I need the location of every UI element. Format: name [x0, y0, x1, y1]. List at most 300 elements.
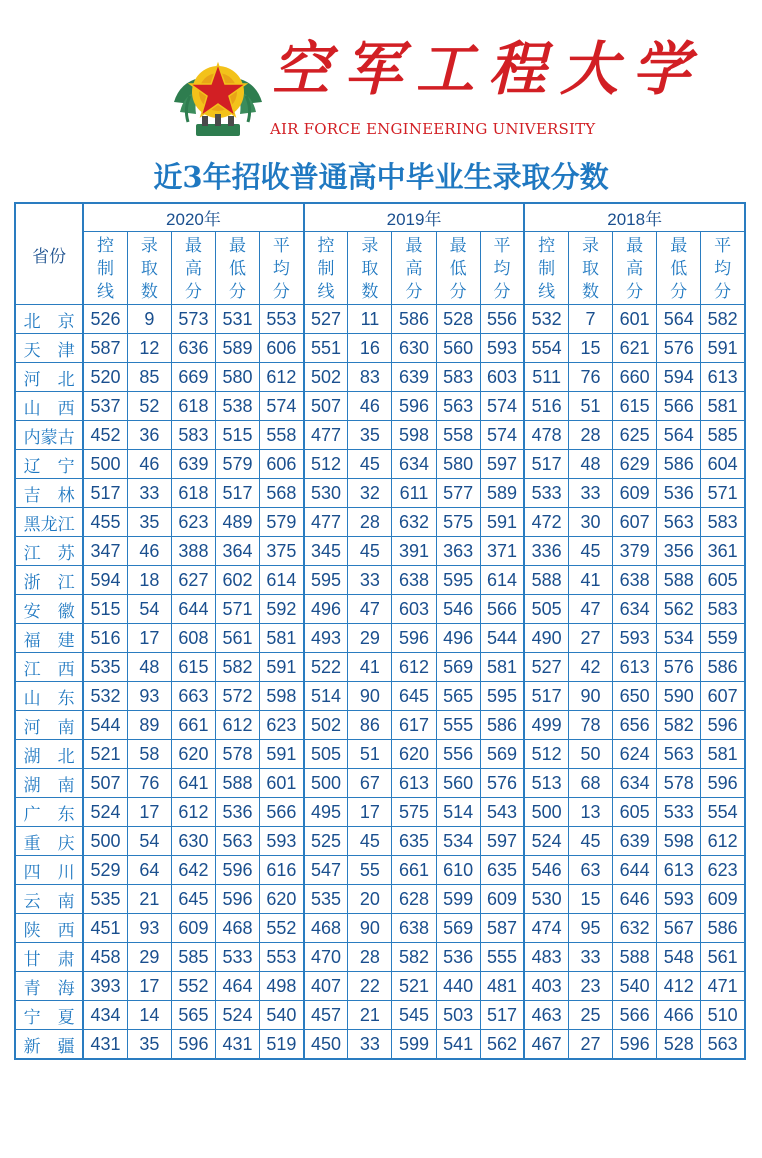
value-cell: 563 — [436, 392, 480, 421]
value-cell: 563 — [657, 740, 701, 769]
value-cell: 645 — [392, 682, 436, 711]
sub-header-label: 最低分 — [449, 235, 467, 301]
value-cell: 33 — [568, 479, 612, 508]
value-cell: 609 — [613, 479, 657, 508]
value-cell: 463 — [524, 1001, 568, 1030]
value-cell: 553 — [260, 305, 304, 334]
value-cell: 582 — [657, 711, 701, 740]
value-cell: 580 — [436, 450, 480, 479]
value-cell: 578 — [216, 740, 260, 769]
value-cell: 529 — [83, 856, 127, 885]
value-cell: 502 — [304, 363, 348, 392]
value-cell: 563 — [216, 827, 260, 856]
value-cell: 45 — [348, 827, 392, 856]
province-cell: 陕 西 — [15, 914, 83, 943]
value-cell: 563 — [701, 1030, 745, 1060]
province-cell: 云 南 — [15, 885, 83, 914]
value-cell: 45 — [568, 537, 612, 566]
value-cell: 551 — [304, 334, 348, 363]
value-cell: 46 — [127, 537, 171, 566]
value-cell: 591 — [480, 508, 524, 537]
sub-header-label: 平均分 — [493, 235, 511, 301]
value-cell: 507 — [304, 392, 348, 421]
value-cell: 565 — [171, 1001, 215, 1030]
value-cell: 562 — [657, 595, 701, 624]
value-cell: 51 — [568, 392, 612, 421]
value-cell: 592 — [260, 595, 304, 624]
value-cell: 50 — [568, 740, 612, 769]
value-cell: 495 — [304, 798, 348, 827]
value-cell: 595 — [480, 682, 524, 711]
value-cell: 531 — [216, 305, 260, 334]
value-cell: 452 — [83, 421, 127, 450]
province-cell: 山 西 — [15, 392, 83, 421]
value-cell: 559 — [701, 624, 745, 653]
value-cell: 7 — [568, 305, 612, 334]
value-cell: 15 — [568, 885, 612, 914]
value-cell: 503 — [436, 1001, 480, 1030]
table-row — [15, 769, 745, 798]
value-cell: 48 — [127, 653, 171, 682]
value-cell: 625 — [613, 421, 657, 450]
value-cell: 661 — [392, 856, 436, 885]
value-cell: 558 — [260, 421, 304, 450]
value-cell: 471 — [701, 972, 745, 1001]
value-cell: 593 — [613, 624, 657, 653]
table-row — [15, 566, 745, 595]
value-cell: 67 — [348, 769, 392, 798]
value-cell: 579 — [216, 450, 260, 479]
value-cell: 336 — [524, 537, 568, 566]
value-cell: 629 — [613, 450, 657, 479]
value-cell: 507 — [83, 769, 127, 798]
value-cell: 650 — [613, 682, 657, 711]
value-cell: 466 — [657, 1001, 701, 1030]
value-cell: 502 — [304, 711, 348, 740]
value-cell: 576 — [480, 769, 524, 798]
value-cell: 42 — [568, 653, 612, 682]
value-cell: 594 — [657, 363, 701, 392]
value-cell: 540 — [260, 1001, 304, 1030]
value-cell: 605 — [701, 566, 745, 595]
value-cell: 591 — [260, 653, 304, 682]
value-cell: 593 — [480, 334, 524, 363]
value-cell: 489 — [216, 508, 260, 537]
province-cell: 福 建 — [15, 624, 83, 653]
value-cell: 25 — [568, 1001, 612, 1030]
sub-header-label: 控制线 — [96, 235, 114, 301]
value-cell: 623 — [701, 856, 745, 885]
value-cell: 596 — [216, 885, 260, 914]
value-cell: 613 — [613, 653, 657, 682]
year-header-2018: 2018年 — [524, 203, 745, 232]
value-cell: 52 — [127, 392, 171, 421]
value-cell: 27 — [568, 1030, 612, 1060]
value-cell: 528 — [657, 1030, 701, 1060]
value-cell: 567 — [657, 914, 701, 943]
value-cell: 669 — [171, 363, 215, 392]
value-cell: 11 — [348, 305, 392, 334]
value-cell: 477 — [304, 508, 348, 537]
sub-header-label: 最高分 — [626, 235, 644, 301]
value-cell: 596 — [701, 769, 745, 798]
value-cell: 580 — [216, 363, 260, 392]
value-cell: 431 — [83, 1030, 127, 1060]
value-cell: 546 — [436, 595, 480, 624]
value-cell: 54 — [127, 827, 171, 856]
value-cell: 521 — [83, 740, 127, 769]
value-cell: 450 — [304, 1030, 348, 1060]
value-cell: 586 — [657, 450, 701, 479]
value-cell: 568 — [260, 479, 304, 508]
value-cell: 566 — [480, 595, 524, 624]
value-cell: 540 — [613, 972, 657, 1001]
sub-header-row — [15, 232, 745, 305]
sub-header-label: 最低分 — [670, 235, 688, 301]
province-cell: 北 京 — [15, 305, 83, 334]
value-cell: 499 — [524, 711, 568, 740]
value-cell: 586 — [392, 305, 436, 334]
province-cell: 山 东 — [15, 682, 83, 711]
table-row — [15, 363, 745, 392]
value-cell: 641 — [171, 769, 215, 798]
value-cell: 546 — [524, 856, 568, 885]
value-cell: 554 — [524, 334, 568, 363]
value-cell: 577 — [436, 479, 480, 508]
value-cell: 569 — [480, 740, 524, 769]
value-cell: 583 — [436, 363, 480, 392]
value-cell: 538 — [216, 392, 260, 421]
value-cell: 601 — [613, 305, 657, 334]
province-cell: 河 北 — [15, 363, 83, 392]
value-cell: 30 — [568, 508, 612, 537]
value-cell: 505 — [304, 740, 348, 769]
value-cell: 638 — [392, 914, 436, 943]
value-cell: 464 — [216, 972, 260, 1001]
value-cell: 534 — [436, 827, 480, 856]
table-row — [15, 305, 745, 334]
value-cell: 581 — [480, 653, 524, 682]
value-cell: 587 — [83, 334, 127, 363]
value-cell: 628 — [392, 885, 436, 914]
value-cell: 470 — [304, 943, 348, 972]
value-cell: 639 — [392, 363, 436, 392]
value-cell: 364 — [216, 537, 260, 566]
value-cell: 525 — [304, 827, 348, 856]
value-cell: 611 — [392, 479, 436, 508]
value-cell: 500 — [83, 827, 127, 856]
value-cell: 609 — [171, 914, 215, 943]
value-cell: 589 — [216, 334, 260, 363]
value-cell: 614 — [260, 566, 304, 595]
value-cell: 599 — [436, 885, 480, 914]
value-cell: 587 — [480, 914, 524, 943]
table-row — [15, 682, 745, 711]
value-cell: 391 — [392, 537, 436, 566]
sub-header-label: 最高分 — [405, 235, 423, 301]
value-cell: 543 — [480, 798, 524, 827]
value-cell: 468 — [304, 914, 348, 943]
value-cell: 13 — [568, 798, 612, 827]
sub-header-label: 最高分 — [184, 235, 202, 301]
value-cell: 47 — [568, 595, 612, 624]
value-cell: 532 — [524, 305, 568, 334]
value-cell: 661 — [171, 711, 215, 740]
value-cell: 565 — [436, 682, 480, 711]
table-row — [15, 798, 745, 827]
table-row — [15, 479, 745, 508]
value-cell: 535 — [83, 885, 127, 914]
value-cell: 613 — [701, 363, 745, 392]
value-cell: 618 — [171, 479, 215, 508]
value-cell: 582 — [392, 943, 436, 972]
value-cell: 375 — [260, 537, 304, 566]
value-cell: 78 — [568, 711, 612, 740]
value-cell: 535 — [304, 885, 348, 914]
value-cell: 596 — [392, 392, 436, 421]
value-cell: 93 — [127, 682, 171, 711]
value-cell: 608 — [171, 624, 215, 653]
value-cell: 566 — [657, 392, 701, 421]
value-cell: 593 — [260, 827, 304, 856]
value-cell: 379 — [613, 537, 657, 566]
value-cell: 595 — [436, 566, 480, 595]
sub-header — [83, 232, 127, 305]
value-cell: 527 — [524, 653, 568, 682]
value-cell: 617 — [392, 711, 436, 740]
value-cell: 434 — [83, 1001, 127, 1030]
value-cell: 514 — [304, 682, 348, 711]
value-cell: 533 — [524, 479, 568, 508]
value-cell: 555 — [480, 943, 524, 972]
value-cell: 20 — [348, 885, 392, 914]
value-cell: 526 — [83, 305, 127, 334]
value-cell: 636 — [171, 334, 215, 363]
value-cell: 591 — [701, 334, 745, 363]
province-cell: 吉 林 — [15, 479, 83, 508]
value-cell: 630 — [392, 334, 436, 363]
value-cell: 586 — [480, 711, 524, 740]
sub-header — [392, 232, 436, 305]
province-cell: 黑龙江 — [15, 508, 83, 537]
value-cell: 583 — [701, 508, 745, 537]
value-cell: 607 — [613, 508, 657, 537]
value-cell: 51 — [348, 740, 392, 769]
value-cell: 29 — [127, 943, 171, 972]
value-cell: 457 — [304, 1001, 348, 1030]
value-cell: 28 — [348, 943, 392, 972]
value-cell: 547 — [304, 856, 348, 885]
value-cell: 602 — [216, 566, 260, 595]
value-cell: 533 — [216, 943, 260, 972]
province-cell: 内蒙古 — [15, 421, 83, 450]
value-cell: 533 — [657, 798, 701, 827]
province-cell: 辽 宁 — [15, 450, 83, 479]
table-body — [15, 305, 745, 1060]
sub-header — [568, 232, 612, 305]
value-cell: 431 — [216, 1030, 260, 1060]
value-cell: 585 — [171, 943, 215, 972]
sub-header — [348, 232, 392, 305]
province-cell: 湖 北 — [15, 740, 83, 769]
value-cell: 467 — [524, 1030, 568, 1060]
value-cell: 578 — [657, 769, 701, 798]
value-cell: 517 — [524, 450, 568, 479]
value-cell: 616 — [260, 856, 304, 885]
value-cell: 530 — [524, 885, 568, 914]
value-cell: 597 — [480, 827, 524, 856]
value-cell: 638 — [392, 566, 436, 595]
value-cell: 607 — [701, 682, 745, 711]
value-cell: 90 — [348, 914, 392, 943]
value-cell: 645 — [171, 885, 215, 914]
value-cell: 517 — [216, 479, 260, 508]
value-cell: 512 — [304, 450, 348, 479]
value-cell: 564 — [657, 421, 701, 450]
value-cell: 581 — [701, 740, 745, 769]
value-cell: 598 — [657, 827, 701, 856]
value-cell: 468 — [216, 914, 260, 943]
value-cell: 601 — [260, 769, 304, 798]
value-cell: 623 — [171, 508, 215, 537]
province-cell: 天 津 — [15, 334, 83, 363]
sub-header-label: 控制线 — [317, 235, 335, 301]
value-cell: 561 — [701, 943, 745, 972]
value-cell: 528 — [436, 305, 480, 334]
sub-header-label: 录取数 — [140, 235, 158, 301]
value-cell: 85 — [127, 363, 171, 392]
sub-header — [701, 232, 745, 305]
value-cell: 623 — [260, 711, 304, 740]
value-cell: 605 — [613, 798, 657, 827]
value-cell: 634 — [392, 450, 436, 479]
value-cell: 634 — [613, 769, 657, 798]
value-cell: 64 — [127, 856, 171, 885]
value-cell: 593 — [657, 885, 701, 914]
value-cell: 644 — [613, 856, 657, 885]
table-row — [15, 1030, 745, 1060]
value-cell: 530 — [304, 479, 348, 508]
province-cell: 青 海 — [15, 972, 83, 1001]
value-cell: 660 — [613, 363, 657, 392]
table-row — [15, 450, 745, 479]
sub-header-label: 控制线 — [538, 235, 556, 301]
value-cell: 663 — [171, 682, 215, 711]
value-cell: 574 — [480, 392, 524, 421]
value-cell: 46 — [127, 450, 171, 479]
value-cell: 548 — [657, 943, 701, 972]
province-cell: 四 川 — [15, 856, 83, 885]
value-cell: 566 — [613, 1001, 657, 1030]
province-cell: 江 苏 — [15, 537, 83, 566]
value-cell: 45 — [348, 537, 392, 566]
value-cell: 612 — [701, 827, 745, 856]
value-cell: 635 — [392, 827, 436, 856]
value-cell: 22 — [348, 972, 392, 1001]
value-cell: 28 — [568, 421, 612, 450]
university-name-en: AIR FORCE ENGINEERING UNIVERSITY — [270, 120, 596, 138]
value-cell: 644 — [171, 595, 215, 624]
value-cell: 558 — [436, 421, 480, 450]
value-cell: 505 — [524, 595, 568, 624]
value-cell: 86 — [348, 711, 392, 740]
value-cell: 563 — [657, 508, 701, 537]
value-cell: 388 — [171, 537, 215, 566]
sub-header — [260, 232, 304, 305]
province-column-header: 省份 — [15, 203, 83, 305]
sub-header — [657, 232, 701, 305]
value-cell: 534 — [657, 624, 701, 653]
province-cell: 甘 肃 — [15, 943, 83, 972]
value-cell: 83 — [348, 363, 392, 392]
value-cell: 517 — [83, 479, 127, 508]
value-cell: 17 — [348, 798, 392, 827]
sub-header — [613, 232, 657, 305]
value-cell: 536 — [657, 479, 701, 508]
value-cell: 591 — [260, 740, 304, 769]
value-cell: 33 — [348, 1030, 392, 1060]
value-cell: 598 — [392, 421, 436, 450]
table-row — [15, 421, 745, 450]
value-cell: 606 — [260, 334, 304, 363]
value-cell: 45 — [568, 827, 612, 856]
value-cell: 47 — [348, 595, 392, 624]
header — [0, 0, 762, 150]
value-cell: 583 — [701, 595, 745, 624]
value-cell: 55 — [348, 856, 392, 885]
value-cell: 620 — [260, 885, 304, 914]
sub-header-label: 录取数 — [361, 235, 379, 301]
value-cell: 23 — [568, 972, 612, 1001]
value-cell: 582 — [216, 653, 260, 682]
value-cell: 595 — [304, 566, 348, 595]
value-cell: 615 — [171, 653, 215, 682]
value-cell: 32 — [348, 479, 392, 508]
value-cell: 498 — [260, 972, 304, 1001]
value-cell: 573 — [171, 305, 215, 334]
value-cell: 545 — [392, 1001, 436, 1030]
value-cell: 596 — [171, 1030, 215, 1060]
value-cell: 48 — [568, 450, 612, 479]
value-cell: 516 — [524, 392, 568, 421]
value-cell: 27 — [568, 624, 612, 653]
value-cell: 41 — [568, 566, 612, 595]
value-cell: 33 — [568, 943, 612, 972]
value-cell: 589 — [480, 479, 524, 508]
value-cell: 572 — [216, 682, 260, 711]
value-cell: 58 — [127, 740, 171, 769]
value-cell: 356 — [657, 537, 701, 566]
value-cell: 35 — [127, 1030, 171, 1060]
value-cell: 21 — [127, 885, 171, 914]
sub-header — [436, 232, 480, 305]
value-cell: 500 — [304, 769, 348, 798]
value-cell: 620 — [171, 740, 215, 769]
value-cell: 45 — [348, 450, 392, 479]
table-row — [15, 885, 745, 914]
value-cell: 361 — [701, 537, 745, 566]
value-cell: 606 — [260, 450, 304, 479]
value-cell: 522 — [304, 653, 348, 682]
value-cell: 541 — [436, 1030, 480, 1060]
value-cell: 624 — [613, 740, 657, 769]
value-cell: 603 — [392, 595, 436, 624]
value-cell: 632 — [613, 914, 657, 943]
value-cell: 54 — [127, 595, 171, 624]
value-cell: 598 — [260, 682, 304, 711]
university-name-cn: 空军工程大学 — [272, 35, 705, 103]
value-cell: 500 — [83, 450, 127, 479]
